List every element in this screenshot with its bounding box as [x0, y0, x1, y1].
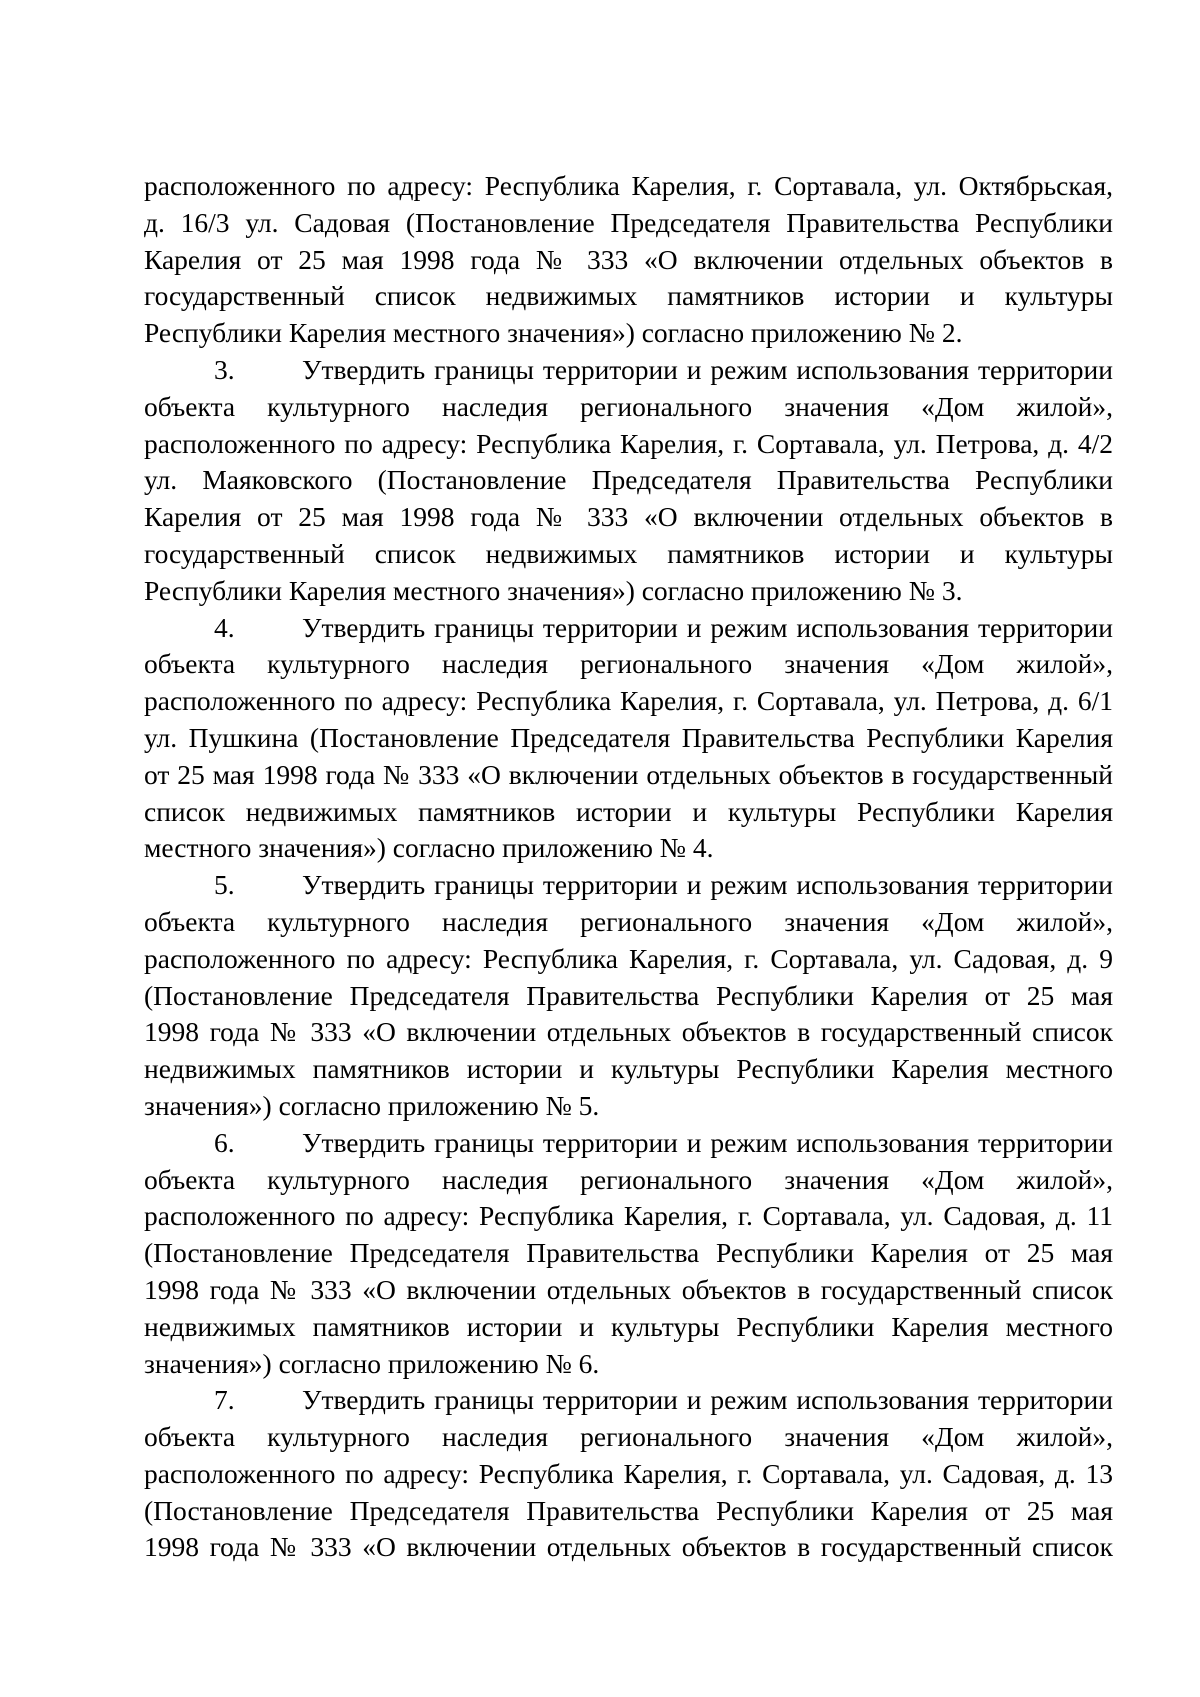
paragraph-first-line [144, 352, 1113, 389]
paragraph [144, 168, 1113, 352]
line-text: Утвердить границы территории и режим использования территории [302, 1126, 1113, 1158]
text-line: недвижимых памятников истории и культуры Республики Карелия местного [144, 1310, 1113, 1342]
text-line: расположенного по адресу: Республика Карелия, г. Сортавала, ул. Октябрьская, [144, 170, 1113, 201]
text-line: 1998 года № 333 «О включении отдельных объектов в государственный список [144, 1531, 1113, 1563]
paragraph-first-line [144, 1125, 1113, 1162]
paragraph-number: 4. [214, 611, 235, 643]
text-line: Республики Карелия местного значения») согласно приложению № 2. [144, 317, 963, 349]
text-line: объекта культурного наследия регионального значения «Дом жилой», [144, 648, 1113, 680]
document-body [144, 168, 1113, 1566]
text-line: расположенного по адресу: Республика Карелия, г. Сортавала, ул. Петрова, д. 4/2 [144, 427, 1113, 459]
text-line: объекта культурного наследия регионального значения «Дом жилой», [144, 390, 1113, 422]
text-line: объекта культурного наследия регионального значения «Дом жилой», [144, 1421, 1113, 1453]
text-line: значения») согласно приложению № 5. [144, 1089, 600, 1121]
line-text: Утвердить границы территории и режим использования территории [302, 611, 1113, 643]
paragraph-first-line [144, 610, 1113, 647]
paragraph [144, 1382, 1113, 1566]
text-line: Карелия от 25 мая 1998 года № 333 «О включении отдельных объектов в [144, 243, 1113, 275]
text-line: ул. Пушкина (Постановление Председателя Правительства Республики Карелия [144, 721, 1113, 753]
paragraph-number: 6. [214, 1126, 235, 1158]
line-text: Утвердить границы территории и режим использования территории [302, 1384, 1113, 1416]
text-line: государственный список недвижимых памятников истории и культуры [144, 537, 1113, 569]
text-line: д. 16/3 ул. Садовая (Постановление Председателя Правительства Республики [144, 206, 1113, 238]
text-line: Карелия от 25 мая 1998 года № 333 «О включении отдельных объектов в [144, 501, 1113, 533]
paragraph [144, 867, 1113, 1125]
paragraph [144, 610, 1113, 868]
line-text: Утвердить границы территории и режим использования территории [302, 869, 1113, 901]
paragraph-number: 3. [214, 353, 235, 385]
text-line: расположенного по адресу: Республика Карелия, г. Сортавала, ул. Садовая, д. 9 [144, 942, 1113, 974]
text-line: список недвижимых памятников истории и культуры Республики Карелия [144, 795, 1113, 827]
text-line: государственный список недвижимых памятников истории и культуры [144, 280, 1113, 312]
paragraph-first-line [144, 867, 1113, 904]
paragraph-number: 5. [214, 869, 235, 901]
text-line: расположенного по адресу: Республика Карелия, г. Сортавала, ул. Садовая, д. 13 [144, 1457, 1113, 1489]
text-line: (Постановление Председателя Правительства Республики Карелия от 25 мая [144, 979, 1113, 1011]
text-line: от 25 мая 1998 года № 333 «О включении отдельных объектов в государственный [144, 758, 1113, 790]
text-line: Республики Карелия местного значения») согласно приложению № 3. [144, 574, 963, 606]
text-line: расположенного по адресу: Республика Карелия, г. Сортавала, ул. Петрова, д. 6/1 [144, 685, 1113, 717]
paragraph-first-line [144, 1382, 1113, 1419]
text-line: (Постановление Председателя Правительства Республики Карелия от 25 мая [144, 1237, 1113, 1269]
text-line: ул. Маяковского (Постановление Председателя Правительства Республики [144, 464, 1113, 496]
paragraph [144, 352, 1113, 610]
text-line: 1998 года № 333 «О включении отдельных объектов в государственный список [144, 1016, 1113, 1048]
text-line: (Постановление Председателя Правительства Республики Карелия от 25 мая [144, 1494, 1113, 1526]
text-line: объекта культурного наследия регионального значения «Дом жилой», [144, 1163, 1113, 1195]
text-line: недвижимых памятников истории и культуры Республики Карелия местного [144, 1053, 1113, 1085]
text-line: 1998 года № 333 «О включении отдельных объектов в государственный список [144, 1273, 1113, 1305]
paragraph [144, 1125, 1113, 1383]
line-text: Утвердить границы территории и режим использования территории [302, 353, 1113, 385]
text-line: объекта культурного наследия регионального значения «Дом жилой», [144, 905, 1113, 937]
text-line: местного значения») согласно приложению № 4. [144, 832, 714, 864]
text-line: расположенного по адресу: Республика Карелия, г. Сортавала, ул. Садовая, д. 11 [144, 1200, 1113, 1232]
text-line: значения») согласно приложению № 6. [144, 1347, 600, 1379]
paragraph-number: 7. [214, 1384, 235, 1416]
